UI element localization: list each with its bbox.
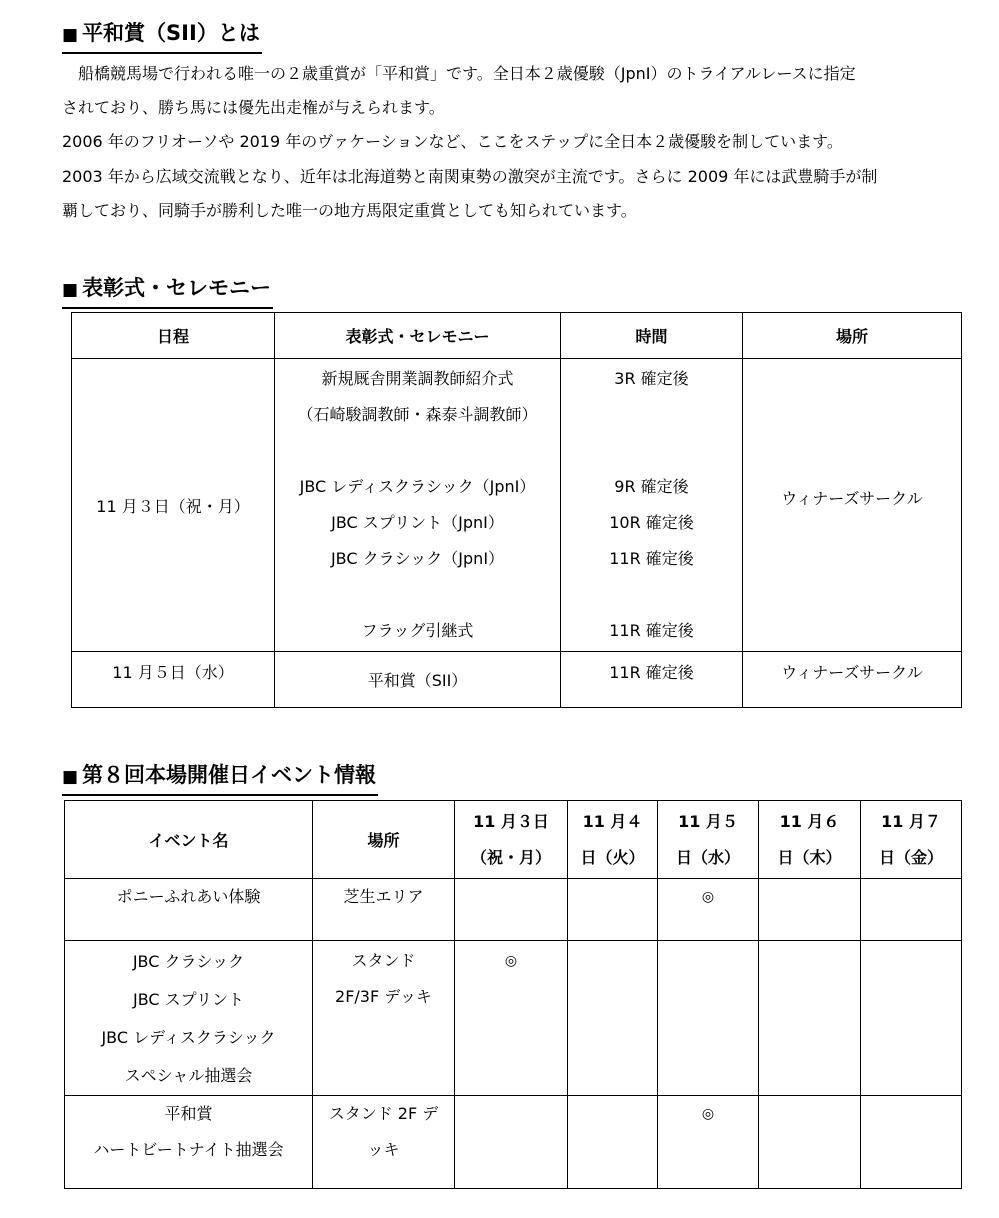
heading-ceremony-text: 表彰式・セレモニー (82, 276, 272, 300)
col-header-place: 場所 (313, 801, 455, 879)
mark (759, 941, 860, 977)
ceremony-item: （石崎駿調教師・森泰斗調教師） (297, 405, 538, 424)
col-header-day-5 (861, 801, 962, 879)
mark-cell (568, 941, 658, 1096)
mark-cell (658, 941, 759, 1096)
day-label: 11 月７ (881, 811, 941, 831)
mark (759, 879, 860, 915)
col-header-day-3 (658, 801, 759, 879)
day-label: 11 月５ (678, 811, 738, 831)
table-row (72, 652, 962, 708)
event-place (313, 941, 455, 1096)
col-header-event: イベント名 (65, 801, 313, 879)
table-row (65, 879, 962, 941)
mark: ◎ (504, 953, 518, 969)
mark-cell (861, 879, 962, 941)
mark: ◎ (701, 889, 715, 905)
mark (658, 941, 758, 977)
day-label: 日（水） (675, 847, 740, 867)
col-header-day-2 (568, 801, 658, 879)
time-item (561, 433, 742, 469)
mark-cell (455, 879, 568, 941)
col-header-date: 日程 (72, 313, 275, 359)
mark-cell (861, 941, 962, 1096)
col-header-place: 場所 (743, 313, 962, 359)
mark (568, 1096, 657, 1132)
heading-events-text: 第８回本場開催日イベント情報 (82, 763, 377, 787)
mark (568, 879, 657, 915)
event-name (65, 941, 313, 1096)
ceremony-item: 新規厩舎開業調教師紹介式 (321, 369, 514, 388)
col-header-day-4 (759, 801, 861, 879)
ceremony-table (71, 312, 962, 708)
day-label: 11 月３日 (473, 811, 549, 831)
col-header-ceremony: 表彰式・セレモニー (275, 313, 561, 359)
ceremony-item (275, 433, 560, 469)
place-line: スタンド (351, 951, 416, 970)
event-name (65, 1096, 313, 1189)
place-line: 芝生エリア (343, 887, 424, 906)
mark (568, 941, 657, 977)
event-table (64, 800, 962, 1189)
mark-cell (759, 941, 861, 1096)
mark-cell (759, 1096, 861, 1189)
section-heading-events (62, 762, 378, 796)
ceremony-item (275, 577, 560, 613)
mark-cell (568, 879, 658, 941)
event-place (313, 1096, 455, 1189)
ceremony-item: JBC レディスクラシック（JpnI） (299, 477, 536, 496)
mark-cell (658, 1096, 759, 1189)
mark (861, 941, 961, 977)
row1-place: ウィナーズサークル (743, 359, 962, 652)
ceremony-item: JBC クラシック（JpnI） (330, 549, 505, 568)
event-name (65, 879, 313, 941)
event-place (313, 879, 455, 941)
intro-line-2: されており、勝ち馬には優先出走権が与えられます。 (62, 98, 445, 117)
intro-line-3: 2006 年のフリオーソや 2019 年のヴァケーションなど、ここをステップに全日本２歳優駿を制しています。 (62, 132, 843, 151)
intro-line-5: 覇しており、同騎手が勝利した唯一の地方馬限定重賞としても知られています。 (62, 201, 637, 220)
place-line: スタンド 2F デ (328, 1104, 439, 1123)
time-item (561, 577, 742, 613)
place-line: 2F/3F デッキ (335, 987, 432, 1006)
col-header-time: 時間 (561, 313, 743, 359)
ceremony-item: JBC スプリント（JpnI） (331, 513, 504, 532)
table-row (65, 941, 962, 1096)
time-item: 11R 確定後 (609, 549, 694, 568)
mark (759, 1096, 860, 1132)
day-label: 日（火） (580, 847, 645, 867)
row1-ceremonies (275, 359, 561, 652)
mark-cell (568, 1096, 658, 1189)
row2-place: ウィナーズサークル (743, 652, 962, 708)
heading-about-text: 平和賞（SII）とは (82, 21, 260, 45)
row1-date: 11 月３日（祝・月） (72, 359, 275, 652)
event-line: JBC レディスクラシック (101, 1028, 276, 1047)
mark (455, 879, 567, 915)
row1-times (561, 359, 743, 652)
square-bullet-icon: ■ (62, 767, 79, 787)
day-label: 11 月４ (582, 811, 643, 831)
mark: ◎ (701, 1106, 715, 1122)
table-row (65, 1096, 962, 1189)
time-item: 10R 確定後 (609, 513, 694, 532)
place-line: ッキ (367, 1140, 400, 1159)
time-item (561, 397, 742, 433)
event-line: JBC スプリント (132, 990, 245, 1009)
mark-cell (455, 941, 568, 1096)
row2-ceremony: 平和賞（SII） (275, 652, 561, 708)
event-line: ハートビートナイト抽選会 (93, 1140, 284, 1159)
ceremony-item: フラッグ引継式 (361, 621, 474, 640)
intro-line-1: 船橋競馬場で行われる唯一の２歳重賞が「平和賞」です。全日本２歳優駿（JpnI）のトライアルレースに指定 (62, 64, 856, 83)
mark (861, 879, 961, 915)
mark-cell (455, 1096, 568, 1189)
time-item: 11R 確定後 (609, 621, 694, 640)
row2-date: 11 月５日（水） (72, 652, 275, 708)
event-line: JBC クラシック (132, 952, 245, 971)
intro-line-4: 2003 年から広域交流戦となり、近年は北海道勢と南関東勢の激突が主流です。さらに 2009 年には武豊騎手が制 (62, 167, 878, 186)
col-header-day-1 (455, 801, 568, 879)
section-heading-ceremony (62, 275, 273, 309)
event-line: スペシャル抽選会 (124, 1066, 253, 1085)
mark-cell (861, 1096, 962, 1189)
time-item: 9R 確定後 (614, 477, 689, 496)
table-row (72, 359, 962, 652)
square-bullet-icon: ■ (62, 25, 79, 45)
day-label: 日（金） (878, 847, 943, 867)
day-label: 日（木） (777, 847, 842, 867)
mark (455, 1096, 567, 1132)
mark-cell (658, 879, 759, 941)
mark (861, 1096, 961, 1132)
section-heading-about (62, 20, 262, 54)
time-item: 3R 確定後 (614, 369, 689, 388)
row2-time: 11R 確定後 (561, 652, 743, 708)
day-label: （祝・月） (470, 847, 551, 867)
mark-cell (759, 879, 861, 941)
day-label: 11 月６ (779, 811, 840, 831)
event-line: ポニーふれあい体験 (116, 887, 261, 906)
square-bullet-icon: ■ (62, 280, 79, 300)
event-line: 平和賞 (164, 1104, 213, 1123)
